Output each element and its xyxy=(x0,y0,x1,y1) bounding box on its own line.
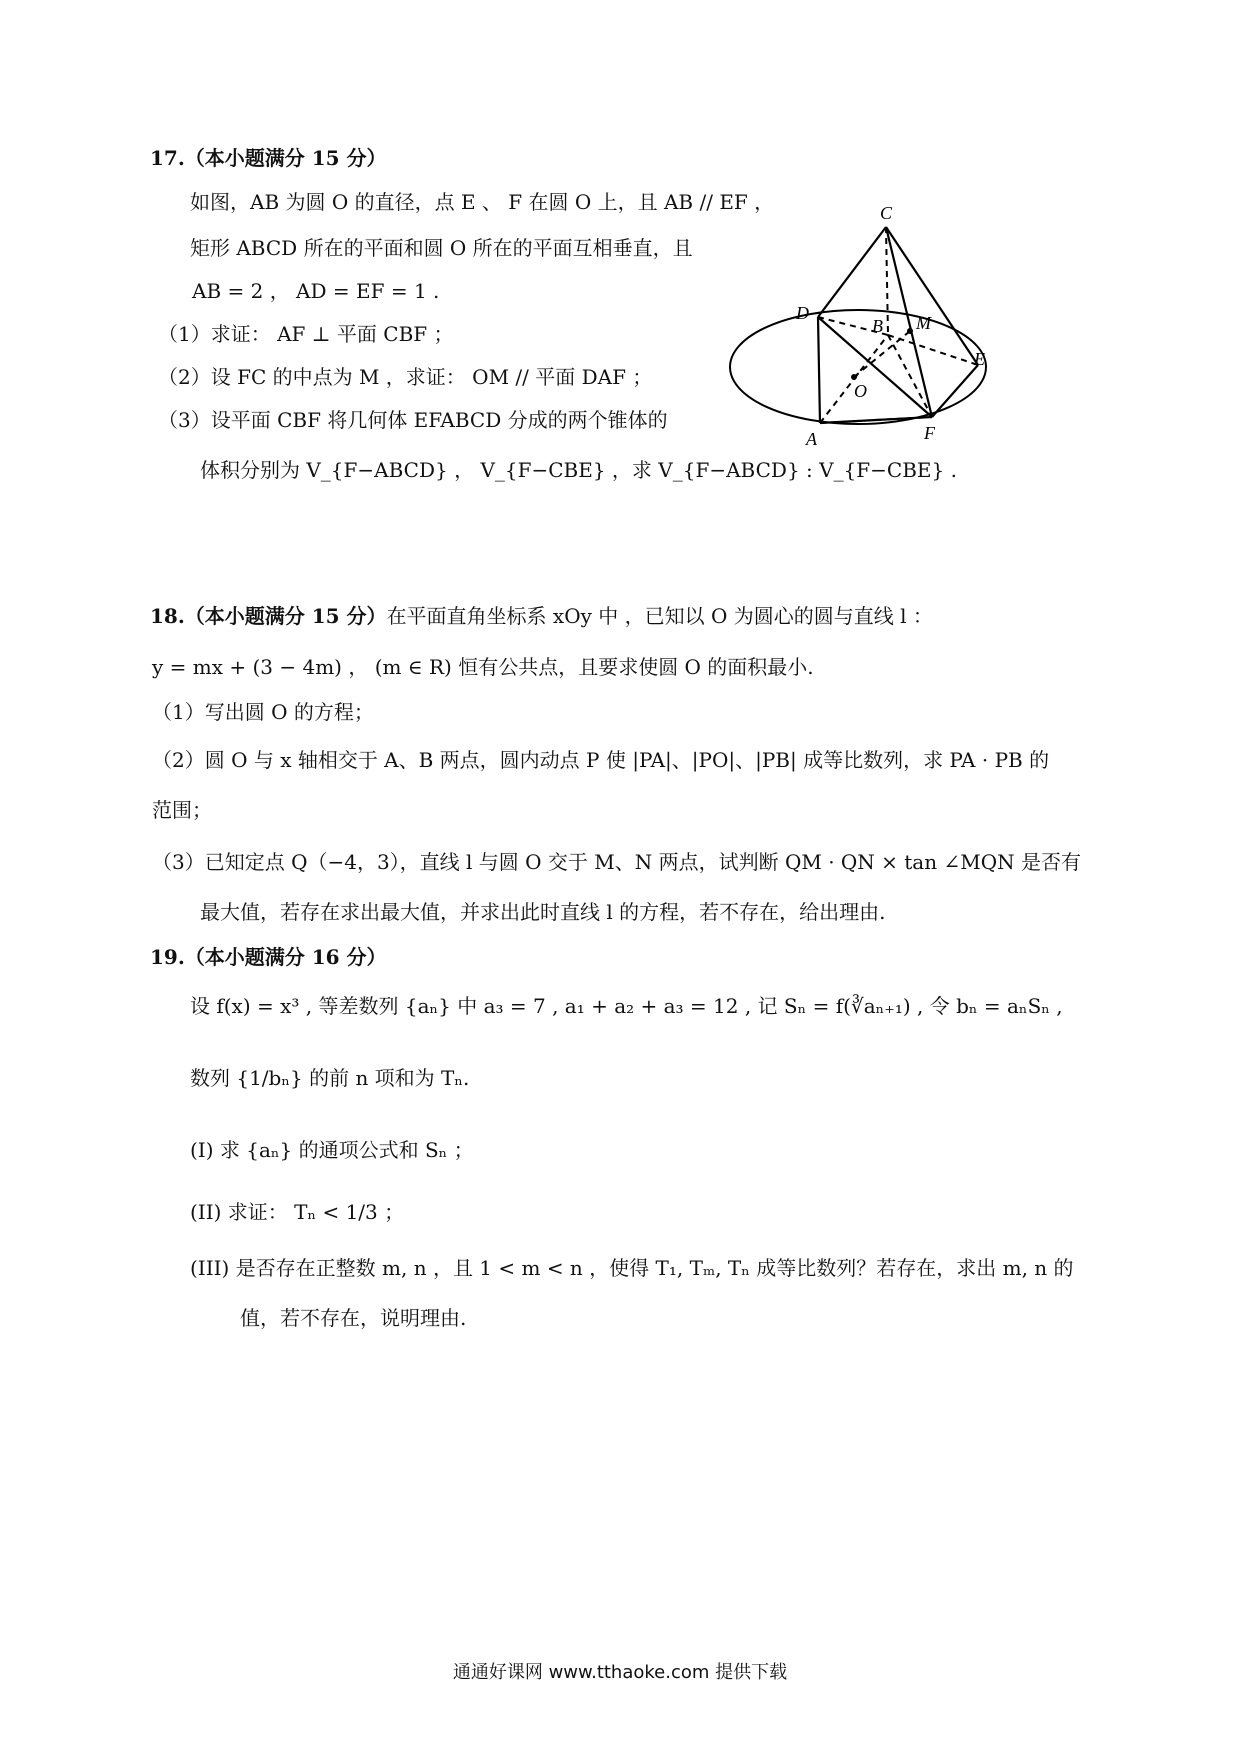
edge-DA xyxy=(818,317,820,423)
geometry-figure xyxy=(720,195,1020,455)
q18-part-1: （1）写出圆 O 的方程； xyxy=(152,700,374,724)
edge-CB xyxy=(886,227,888,335)
label-F: F xyxy=(924,423,935,443)
q18-part-3: （3）已知定点 Q（−4，3），直线 l 与圆 O 交于 M、N 两点，试判断 QM · QN × tan ∠MQN 是否有 xyxy=(152,850,1081,874)
edge-BF xyxy=(888,335,932,417)
q19-part-3-cont: 值，若不存在，说明理由. xyxy=(240,1306,467,1330)
point-O xyxy=(851,374,857,380)
label-B: B xyxy=(872,316,883,336)
q18-header xyxy=(150,604,933,628)
q17-part-2: （2）设 FC 的中点为 M ，求证： OM // 平面 DAF ； xyxy=(158,365,653,389)
q19-part-3: (III) 是否存在正整数 m, n ，且 1 < m < n ，使得 T₁, Tₘ, Tₙ 成等比数列？若存在，求出 m, n 的 xyxy=(190,1256,1074,1280)
q18-intro: 在平面直角坐标系 xOy 中 ，已知以 O 为圆心的圆与直线 l ： xyxy=(386,604,933,628)
q17-part-1: （1）求证： AF ⊥ 平面 CBF ； xyxy=(158,322,454,346)
edge-AF xyxy=(820,417,932,423)
label-D: D xyxy=(796,303,809,323)
page-footer: 通通好课网 www.tthaoke.com 提供下载 xyxy=(452,1662,788,1683)
q17-part-3-cont: 体积分别为 V_{F−ABCD} ， V_{F−CBE} ，求 V_{F−ABCD} : V_{F−CBE} . xyxy=(200,458,957,482)
q17-line-3: AB = 2 ， AD = EF = 1 . xyxy=(192,279,440,303)
label-A: A xyxy=(806,429,817,449)
edge-BE xyxy=(888,335,978,365)
q18-part-2: （2）圆 O 与 x 轴相交于 A、B 两点，圆内动点 P 使 |PA|、|PO|、|PB| 成等比数列，求 PA · PB 的 xyxy=(152,748,1050,772)
q19-line-2: 数列 {1/bₙ} 的前 n 项和为 Tₙ. xyxy=(190,1066,470,1090)
edge-DC xyxy=(818,227,886,317)
point-M xyxy=(907,328,913,334)
label-O: O xyxy=(854,381,867,401)
q17-part-3: （3）设平面 CBF 将几何体 EFABCD 分成的两个锥体的 xyxy=(158,408,668,432)
q19-part-1: (I) 求 {aₙ} 的通项公式和 Sₙ ； xyxy=(190,1138,474,1162)
edge-CE xyxy=(886,227,978,365)
q18-title: 18.（本小题满分 15 分） xyxy=(150,604,387,628)
label-M: M xyxy=(916,313,931,333)
label-E: E xyxy=(974,349,985,369)
q19-line-1: 设 f(x) = x³ , 等差数列 {aₙ} 中 a₃ = 7 , a₁ + a₂ + a₃ = 12 , 记 Sₙ = f(∛aₙ₊₁) , 令 bₙ = aₙSₙ , xyxy=(190,994,1063,1018)
q17-line-1: 如图，AB 为圆 O 的直径，点 E 、 F 在圆 O 上，且 AB // EF ， xyxy=(190,190,775,214)
q18-line-1: y = mx + (3 − 4m) ， (m ∈ R) 恒有公共点，且要求使圆 O 的面积最小. xyxy=(152,655,814,679)
q18-part-3-cont: 最大值，若存在求出最大值，并求出此时直线 l 的方程，若不存在，给出理由. xyxy=(200,900,886,924)
q18-part-2-cont: 范围； xyxy=(152,798,212,822)
label-C: C xyxy=(880,203,893,223)
q17-title: 17.（本小题满分 15 分） xyxy=(150,146,387,170)
edge-EF xyxy=(932,365,978,417)
q19-part-2: (II) 求证： Tₙ < 1/3 ； xyxy=(190,1200,405,1224)
edge-OM xyxy=(854,331,910,377)
q17-line-2: 矩形 ABCD 所在的平面和圆 O 所在的平面互相垂直，且 xyxy=(190,236,693,260)
q19-title: 19.（本小题满分 16 分） xyxy=(150,945,387,969)
